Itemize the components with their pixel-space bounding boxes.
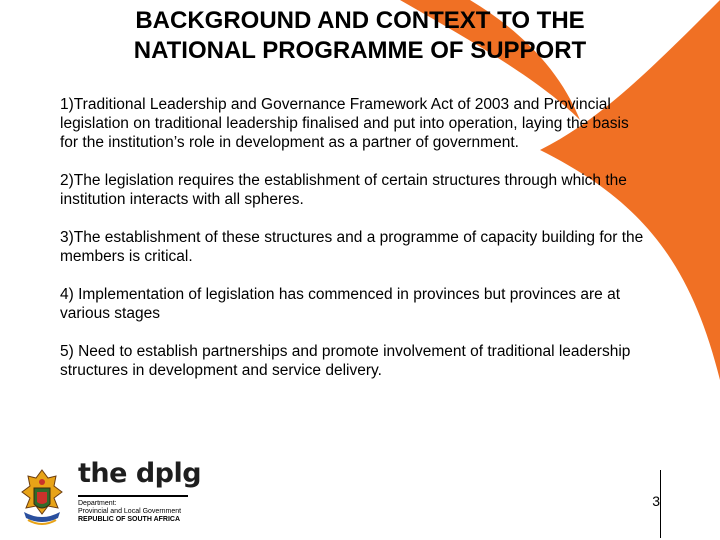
key-point: 2)The legislation requires the establishment of certain structures through which the institution interacts with all spheres. (60, 172, 627, 208)
footer-divider (660, 470, 661, 538)
key-point: 3)The establishment of these structures and a programme of capacity building for the members is critical. (60, 229, 644, 265)
coat-of-arms-icon (18, 468, 66, 530)
slide-footer (0, 455, 720, 540)
brand-block (78, 459, 218, 524)
slide-title-line: NATIONAL PROGRAMME OF SUPPORT (133, 37, 587, 64)
brand-department-name: Provincial and Local Government (78, 508, 182, 515)
brand-divider (78, 495, 188, 497)
key-points-list (60, 95, 650, 399)
page-number: 3 (652, 493, 660, 509)
slide-title-line: BACKGROUND AND CONTEXT TO THE (135, 7, 585, 34)
brand-name: the dplg (78, 458, 202, 489)
brand-department-line: Department: (78, 500, 117, 507)
key-point: 5) Need to establish partnerships and promote involvement of traditional leadership structures in development and service delivery. (60, 343, 631, 379)
key-point: 1)Traditional Leadership and Governance Framework Act of 2003 and Provincial legislation on traditional leadership finalised and put into operation, laying the basis for the institution’s role in development as a partner of government. (60, 96, 629, 151)
key-point: 4) Implementation of legislation has commenced in provinces but provinces are at various stages (60, 286, 621, 322)
brand-country-line: REPUBLIC OF SOUTH AFRICA (78, 516, 181, 523)
slide-title (40, 6, 680, 66)
